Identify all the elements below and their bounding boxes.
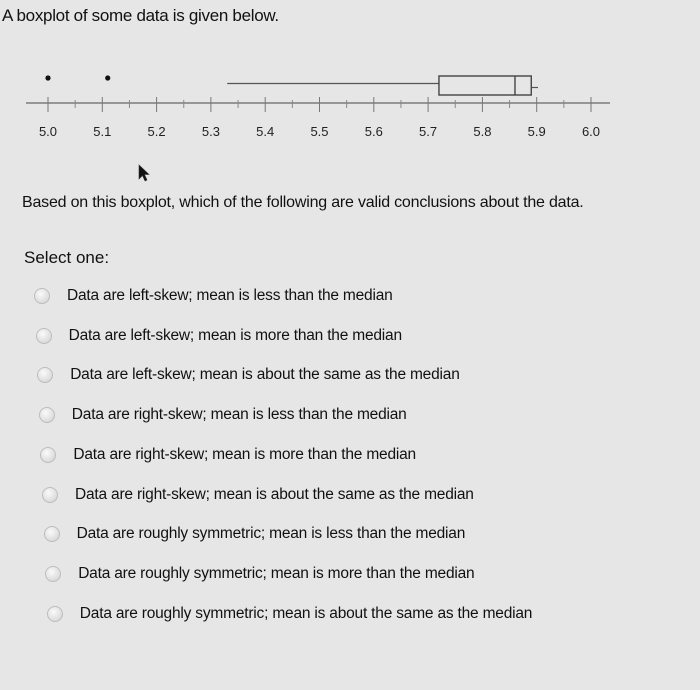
answer-option-label: Data are roughly symmetric; mean is less than the median: [76, 525, 466, 543]
axis-tick-label: 5.6: [364, 124, 383, 139]
axis-tick-label: 5.1: [93, 124, 112, 139]
answer-option-label: Data are right-skew; mean is more than the median: [73, 445, 416, 463]
answer-option-label: Data are left-skew; mean is about the same as the median: [70, 366, 460, 384]
answer-option-label: Data are left-skew; mean is more than the median: [68, 326, 402, 344]
question-prompt: Based on this boxplot, which of the following are valid conclusions about the data.: [22, 194, 584, 211]
outlier-point: [105, 75, 110, 80]
answer-option[interactable]: [45, 562, 474, 586]
answer-option-label: Data are left-skew; mean is less than the median: [67, 287, 393, 304]
axis-tick-label: 5.5: [310, 124, 329, 139]
answer-option[interactable]: [44, 522, 466, 546]
answer-option[interactable]: [47, 602, 532, 626]
axis-tick-label: 5.8: [473, 124, 492, 139]
outlier-point: [45, 75, 50, 80]
axis-tick-label: 5.2: [147, 124, 166, 139]
radio-button[interactable]: [36, 328, 52, 344]
radio-button[interactable]: [44, 526, 60, 542]
axis-tick-label: 5.0: [38, 124, 58, 139]
radio-button[interactable]: [40, 447, 56, 463]
answer-option[interactable]: [40, 443, 416, 467]
answer-option[interactable]: [39, 403, 407, 427]
radio-button[interactable]: [37, 367, 53, 383]
answer-option-label: Data are roughly symmetric; mean is more than the median: [78, 564, 475, 582]
axis-tick-label: 5.7: [419, 124, 438, 139]
answer-option[interactable]: [42, 483, 474, 507]
axis-tick-label: 6.0: [581, 124, 601, 139]
box-iqr: [439, 76, 531, 95]
answer-option[interactable]: [36, 324, 402, 348]
select-one-label: Select one:: [24, 248, 110, 267]
axis-tick-label: 5.9: [527, 124, 546, 139]
radio-button[interactable]: [39, 407, 55, 423]
answer-option-label: Data are roughly symmetric; mean is about the same as the median: [79, 604, 533, 622]
radio-button[interactable]: [42, 487, 58, 503]
axis-tick-label: 5.3: [201, 124, 220, 139]
answer-option-label: Data are right-skew; mean is about the same as the median: [75, 485, 474, 503]
boxplot-chart: [0, 0, 700, 160]
mouse-pointer-icon: [138, 164, 152, 184]
radio-button[interactable]: [45, 566, 61, 582]
question-title: A boxplot of some data is given below.: [2, 6, 279, 25]
answer-option[interactable]: [34, 284, 393, 308]
radio-button[interactable]: [34, 288, 50, 304]
answer-option-label: Data are right-skew; mean is less than the median: [71, 406, 407, 424]
answer-option[interactable]: [37, 363, 459, 387]
radio-button[interactable]: [47, 606, 63, 622]
axis-tick-label: 5.4: [256, 124, 275, 139]
